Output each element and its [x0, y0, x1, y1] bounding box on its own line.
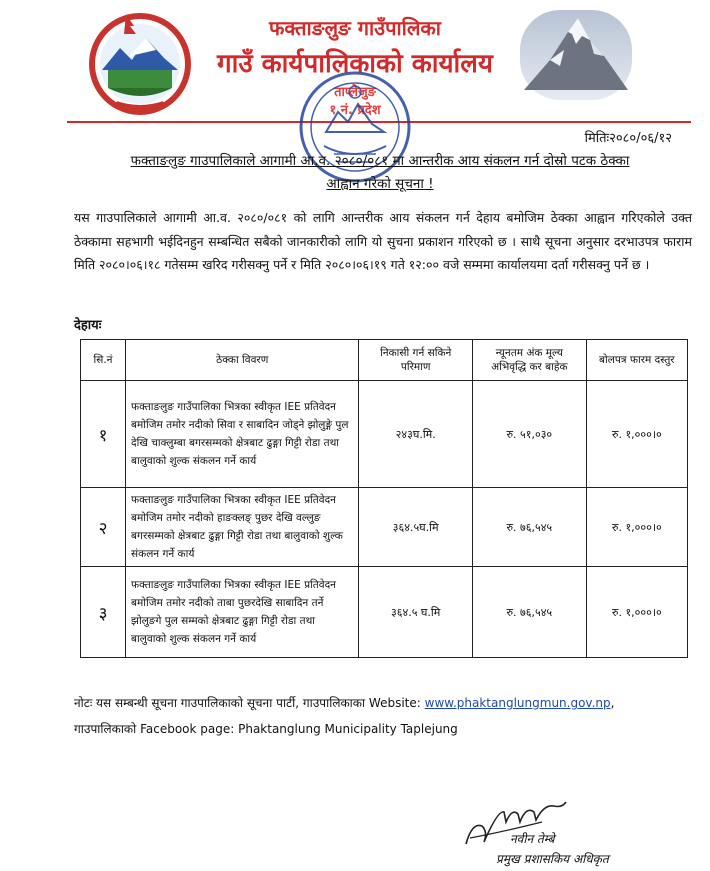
note-suffix: ,: [610, 696, 615, 710]
notice-subject-line-2: आह्वान गरेको सूचना !: [326, 176, 434, 192]
table-row: [81, 381, 688, 488]
signatory-name: नवीन तेम्बे: [510, 832, 555, 846]
row-min-value: रु. ५१,०३०: [473, 381, 587, 488]
address-line-2: १ नं. प्रदेश: [329, 103, 381, 118]
row-quantity: २४३घ.मि.: [359, 381, 473, 488]
note-prefix: नोटः यस सम्बन्धी सूचना गाउपालिकाको सूचना पार्टी, गाउपालिकाका Website:: [74, 696, 421, 710]
row-sn: ३: [81, 567, 126, 658]
notice-subject-line-1: फक्ताङलुङ गाउपालिकाले आगामी आ.व. २०८०/०८१ मा आन्तरीक आय संकलन गर्न दोस्रो पटक ठेक्का: [130, 153, 630, 169]
note-line-2: गाउपालिकाको Facebook page: Phaktanglung Municipality Taplejung: [74, 722, 458, 736]
row-description: फक्ताङलुङ गाउँपालिका भित्रका स्वीकृत IEE प्रतिवेदन बमोजिम तमोर नदीको हाङक्लङ् पुछर देखि वल्लुङ बगरसम्मको क्षेत्रबाट ढुङ्गा गिट्टी रोडा तथा बालुवाको शुल्क संकलन गर्ने कार्य: [126, 488, 359, 567]
row-sn: १: [81, 381, 126, 488]
row-quantity: ३६४.५ घ.मि: [359, 567, 473, 658]
row-description: फक्ताङलुङ गाउँपालिका भित्रका स्वीकृत IEE प्रतिवेदन बमोजिम तमोर नदीको सिवा र साबादिन जोड्ने झोलुङ्गे पुल देखि चाक्लुम्बा बगरसम्मको क्षेत्रबाट ढुङ्गा गिट्टी रोडा तथा बालुवाको शुल्क संकलन गर्ने कार्य: [126, 381, 359, 488]
address-line-1: ताप्लेजुङ: [334, 85, 376, 100]
header-description: ठेक्का विवरण: [126, 340, 359, 381]
row-form-fee: रु. १,०००।०: [586, 381, 687, 488]
office-name: गाउँ कार्यपालिकाको कार्यालय: [217, 49, 493, 79]
header-quantity: निकासी गर्न सकिने परिमाण: [359, 340, 473, 381]
row-sn: २: [81, 488, 126, 567]
notice-body-paragraph: यस गाउपालिकाले आगामी आ.व. २०८०/०८१ को लागि आन्तरीक आय संकलन गर्न देहाय बमोजिम ठेक्का आह्वान गरिएकोले उक्त ठेक्कामा सहभागी भईदिनहुन सम्बन्धित सबैको जानकारीको लागि यो सुचना प्रकाशन गरिएको छ । साथै सूचना अनुसार दरभाउपत्र फाराम मिति २०८०।०६।१८ गतेसम्म खरिद गरीसक्नु पर्ने र मिति २०८०।०६।१९ गते १२:०० वजे सम्ममा कार्यालयमा दर्ता गरीसक्नु पर्ने छ ।: [74, 210, 692, 272]
header-sn: सि.नं: [81, 340, 126, 381]
website-link[interactable]: www.phaktanglungmun.gov.np: [424, 696, 611, 710]
row-min-value: रु. ७६,५४५: [473, 488, 587, 567]
signatory-designation: प्रमुख प्रशासकिय अधिकृत: [496, 852, 609, 866]
header-form-fee: बोलपत्र फारम दस्तुर: [586, 340, 687, 381]
row-form-fee: रु. १,०००।०: [586, 567, 687, 658]
note-line-1: [74, 694, 694, 711]
tender-table: [80, 339, 688, 658]
table-row: [81, 567, 688, 658]
dehaya-label: देहायः: [74, 318, 102, 333]
table-row: [81, 488, 688, 567]
row-form-fee: रु. १,०००।०: [586, 488, 687, 567]
table-header-row: [81, 340, 688, 381]
municipality-name: फक्ताङलुङ गाउँपालिका: [269, 16, 441, 40]
row-description: फक्ताङलुङ गाउँपालिका भित्रका स्वीकृत IEE प्रतिवेदन बमोजिम तमोर नदीको ताबा पुछरदेखि साबादिन तर्ने झोलुङगे पुल सम्मको क्षेत्रबाट ढुङ्गा गिट्टी रोडा तथा बालुवाको शुल्क संकलन गर्ने कार्य: [126, 567, 359, 658]
row-quantity: ३६४.५घ.मि: [359, 488, 473, 567]
row-min-value: रु. ७६,५४५: [473, 567, 587, 658]
date-label: मितिः२०८०/०६/१२: [584, 131, 672, 146]
header-min-value: न्यूनतम अंक मूल्य अभिवृद्धि कर बाहेक: [473, 340, 587, 381]
